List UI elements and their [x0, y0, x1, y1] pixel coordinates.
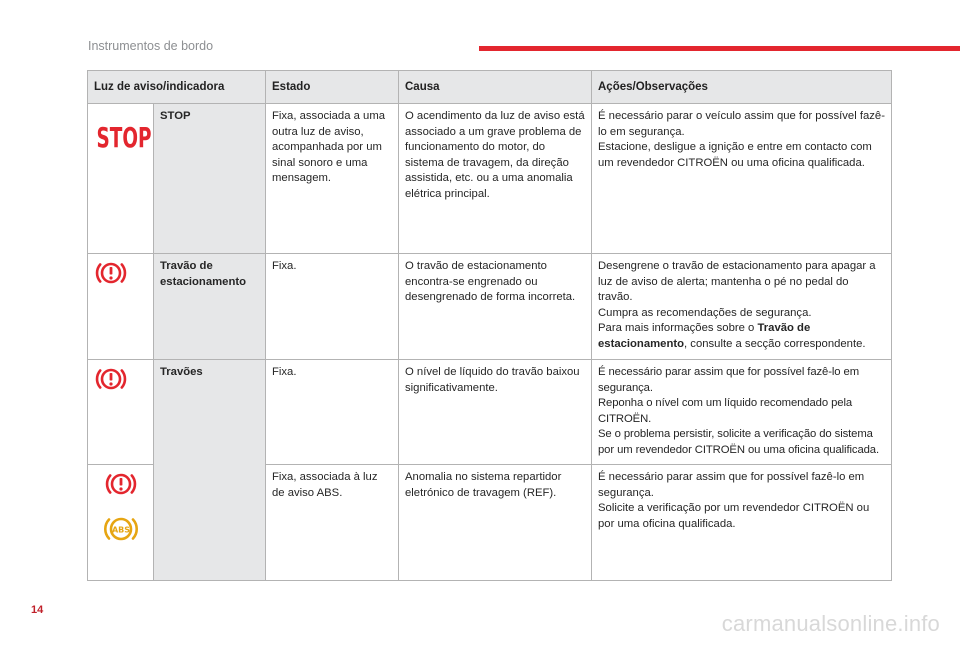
actions-line: É necessário parar o veículo assim que for possível fazê-lo em segurança. — [598, 110, 885, 138]
actions-cell — [592, 254, 892, 360]
actions-line: Estacione, desligue a ignição e entre em contacto com um revendedor CITROËN ou uma oficina qualificada. — [598, 141, 872, 169]
actions-text: Para mais informações sobre o — [598, 322, 758, 335]
cause-text: O nível de líquido do travão baixou significativamente. — [399, 360, 592, 465]
table-row — [88, 104, 892, 254]
chapter-title: Instrumentos de bordo — [88, 39, 214, 53]
actions-line: Reponha o nível com um líquido recomendado pela CITROËN. — [598, 397, 853, 425]
abs-icon-label: ABS — [111, 525, 130, 535]
actions-cell — [592, 104, 892, 254]
section-reference: Travão de estacionamento — [598, 322, 811, 350]
actions-line: Cumpra as recomendações de segurança. — [598, 306, 812, 319]
chapter-accent-bar — [479, 46, 960, 51]
stop-icon — [94, 118, 154, 152]
table-row — [88, 254, 892, 360]
actions-cell — [592, 360, 892, 465]
abs-warning-icon — [102, 514, 140, 544]
actions-line: É necessário parar assim que for possível fazê-lo em segurança. — [598, 471, 865, 499]
light-name: Travões — [154, 360, 266, 581]
header-actions: Ações/Observações — [592, 71, 892, 104]
icon-cell — [88, 360, 154, 465]
actions-line: É necessário parar assim que for possível fazê-lo em segurança. — [598, 366, 860, 394]
light-name: Travão de estacionamento — [154, 254, 266, 360]
icon-cell — [88, 104, 154, 254]
cause-text: Anomalia no sistema repartidor eletrónico de travagem (REF). — [399, 465, 592, 581]
table-row — [88, 360, 892, 465]
brake-warning-icon — [104, 470, 138, 498]
icon-cell — [88, 254, 154, 360]
actions-text: , consulte a secção correspondente. — [684, 337, 866, 350]
header-cause: Causa — [399, 71, 592, 104]
actions-line: Solicite a verificação por um revendedor CITROËN ou por uma oficina qualificada. — [598, 502, 870, 530]
header-light: Luz de aviso/indicadora — [88, 71, 266, 104]
cause-text: O travão de estacionamento encontra-se engrenado ou desengrenado de forma incorreta. — [399, 254, 592, 360]
light-name: STOP — [154, 104, 266, 254]
icon-cell — [88, 465, 154, 581]
state-text: Fixa. — [266, 360, 399, 465]
stop-icon-text: STOP — [96, 121, 152, 154]
state-text: Fixa, associada à luz de aviso ABS. — [266, 465, 399, 581]
state-text: Fixa. — [266, 254, 399, 360]
cause-text: O acendimento da luz de aviso está associado a um grave problema de funcionamento do motor, do sistema de travagem, da direção assistida, etc. ou a uma anomalia elétrica principal. — [399, 104, 592, 254]
state-text: Fixa, associada a uma outra luz de aviso, acompanhada por um sinal sonoro e uma mensagem. — [266, 104, 399, 254]
table-header-row — [88, 71, 892, 104]
header-state: Estado — [266, 71, 399, 104]
actions-line — [598, 321, 885, 352]
actions-cell — [592, 465, 892, 581]
brake-warning-icon — [94, 259, 128, 287]
warning-lights-table — [87, 70, 892, 581]
actions-line: Se o problema persistir, solicite a verificação do sistema por um revendedor CITROËN ou uma oficina qualificada. — [598, 428, 880, 456]
watermark: carmanualsonline.info — [721, 611, 940, 636]
actions-line: Desengrene o travão de estacionamento para apagar a luz de aviso de alerta; mantenha o pé no pedal do travão. — [598, 260, 876, 304]
brake-warning-icon — [94, 365, 128, 393]
page-number: 14 — [31, 604, 44, 616]
